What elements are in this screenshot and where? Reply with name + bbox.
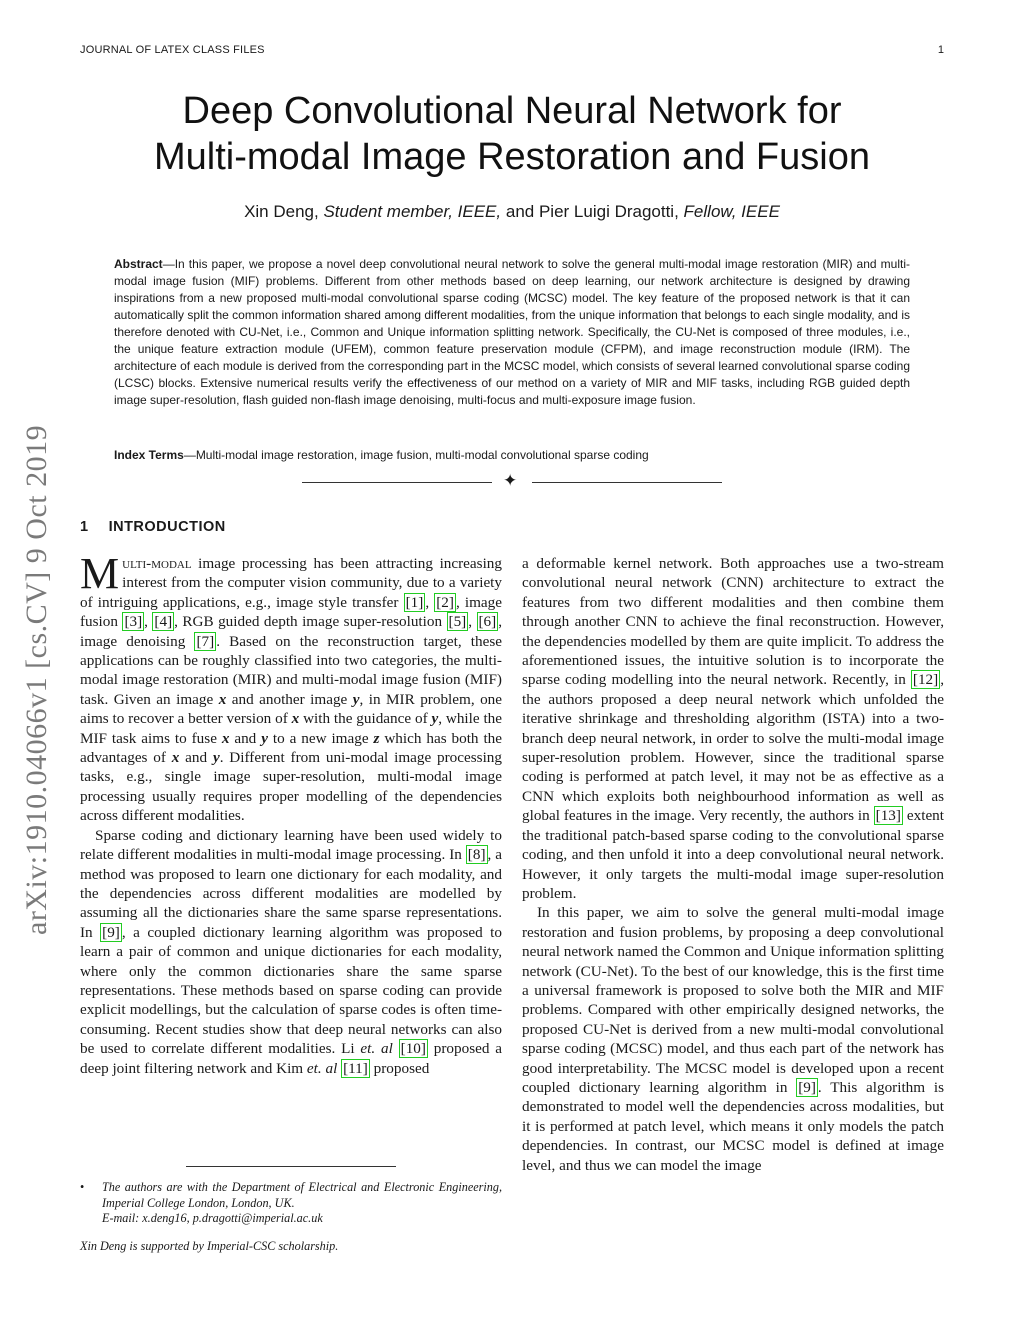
footnote bbox=[80, 1180, 502, 1254]
abstract-label: Abstract bbox=[114, 257, 163, 271]
abstract bbox=[114, 256, 910, 409]
separator-rule-right bbox=[532, 482, 722, 483]
section-number: 1 bbox=[80, 519, 89, 535]
arxiv-stamp: arXiv:1910.04066v1 [cs.CV] 9 Oct 2019 bbox=[20, 424, 53, 935]
title-line-1: Deep Convolutional Neural Network for bbox=[182, 90, 842, 132]
separator-diamond-icon: ✦ bbox=[503, 471, 518, 490]
author-1-name: Xin Deng, bbox=[244, 202, 319, 221]
right-column bbox=[522, 554, 944, 1175]
citation-link[interactable]: [7] bbox=[196, 632, 215, 650]
paper-title bbox=[60, 88, 964, 180]
author-1-role: Student member, IEEE, bbox=[323, 202, 502, 221]
section-heading bbox=[80, 519, 226, 535]
citation-link[interactable]: [9] bbox=[798, 1078, 816, 1096]
citation-link[interactable]: [8] bbox=[467, 846, 486, 864]
abstract-text: —In this paper, we propose a novel deep convolutional neural network to solve the general multi-modal image restoration (MIR) and multi-modal image fusion (MIF) problems. Different from other methods based on deep learning, our network architecture is designed by drawing inspirations from a new proposed multi-modal convolutional sparse coding (MCSC) model. The key feature of the proposed network is that it can automatically split the common information shared among different modalities, from the unique information that belongs to each single modality, and is therefore denoted with CU-Net, i.e., Common and Unique information splitting network. Specifically, the CU-Net is composed of three modules, i.e., the unique feature extraction module (UFEM), common feature preservation module (CFPM), and image reconstruction module (IRM). The architecture of each module is derived from the corresponding part in the MCSC model, which consists of several learned convolutional sparse coding (LCSC) blocks. Extensive numerical results verify the effectiveness of our method on a variety of MIR and MIF tasks, including RGB guided depth image super-resolution, flash guided non-flash image denoising, multi-focus and multi-exposure image fusion. bbox=[114, 257, 910, 407]
math-symbol: z bbox=[373, 729, 380, 747]
footnote-affiliation: The authors are with the Department of Electrical and Electronic Engineering, Imperial College London, London, UK. bbox=[102, 1180, 502, 1210]
math-symbol: x bbox=[221, 729, 230, 747]
citation-link[interactable]: [9] bbox=[102, 923, 120, 941]
running-head: JOURNAL OF LATEX CLASS FILES bbox=[80, 44, 265, 56]
citation-link[interactable]: [1] bbox=[405, 593, 424, 611]
author-connector: and bbox=[505, 202, 535, 221]
author-2-name: Pier Luigi Dragotti, bbox=[538, 202, 679, 221]
citation-link[interactable]: [12] bbox=[912, 671, 939, 689]
left-column bbox=[80, 549, 503, 1078]
math-symbol: x bbox=[171, 749, 180, 767]
intro-paragraph-3: a deformable kernel network. Both approaches use a two-stream convolutional neural network (CNN) architecture to extract the features from two different modalities and then combine them through another CNN to achieve the final reconstruction. However, the dependencies modelled by them are quite implicit. To address the aforementioned issues, the intuitive solution is to incorporate the sparse coding modelling into the neural network. Recently, in [12] , the authors proposed a deep neural network which unfolded the iterative shrinkage and thresholding algorithm (ISTA) into a two-branch deep neural network, in order to solve the multi-modal image super-resolution problem. However, since the traditional sparse coding is performed at patch level, it may not be as effective as a CNN which exploits both neighbourhood information as well as global features in the image. Very recently, the authors in [13] extent the traditional patch-based sparse coding to the convolutional sparse coding, and then unfold it into a deep convolutional neural network. However, it only targets the multi-modal image super-resolution problem. bbox=[522, 555, 944, 902]
footnote-support: Xin Deng is supported by Imperial-CSC scholarship. bbox=[80, 1238, 339, 1253]
citation-link[interactable]: [13] bbox=[875, 807, 901, 825]
math-symbol: y bbox=[431, 710, 439, 728]
footnote-bullet-icon: • bbox=[80, 1180, 85, 1194]
separator-rule-left bbox=[302, 482, 492, 483]
author-2-role: Fellow, IEEE bbox=[683, 202, 780, 221]
footnote-rule bbox=[186, 1166, 396, 1167]
citation-link[interactable]: [2] bbox=[436, 593, 454, 611]
title-line-2: Multi-modal Image Restoration and Fusion bbox=[153, 136, 870, 178]
index-terms-label: Index Terms bbox=[114, 448, 184, 462]
page-number: 1 bbox=[937, 44, 944, 56]
math-symbol: y bbox=[352, 690, 360, 708]
math-symbol: y bbox=[212, 749, 220, 767]
intro-paragraph-1: Multi-modal image processing has been attracting increasing interest from the computer vision community, due to a variety of intriguing applications, e.g., image style transfer [1] , [2] , image fusion [3] , [4] , RGB guided depth image super-resolution [5] , [6] , image denoising [7] . Based on the reconstruction target, these applications can be roughly classified into two categories, the multi-modal image restoration (MIR) and multi-modal image fusion (MIF) task. Given an image x and another image y, in MIR problem, one aims to recover a better version of x with the guidance of y, while the MIF task aims to fuse x and y to a new image z which has both the advantages of x and y. Different from uni-modal image processing tasks, e.g., single image super-resolution, multi-modal image processing usually requires proper modelling of the dependencies across different modalities. bbox=[80, 549, 503, 825]
intro-paragraph-4: In this paper, we aim to solve the general multi-modal image restoration and fusion problems, by proposing a deep convolutional neural network named the Common and Unique information splitting network (CU-Net). To the best of our knowledge, this is the first time a universal framework is proposed to solve both the MIR and MIF problems. Compared with other empirically designed networks, the proposed CU-Net is derived from a new multi-modal convolutional sparse coding (MCSC) model, and thus each part of the network has good interpretability. The MCSC model is developed upon a recent coupled dictionary learning algorithm in [9] . This algorithm is demonstrated to model well the dependencies across modalities, but it is performed at patch level, which means it only models the patch dependencies. In contrast, our MCSC model is defined at image level, and thus we can model the image bbox=[522, 904, 944, 1174]
citation-link[interactable]: [5] bbox=[448, 613, 467, 631]
citation-link[interactable]: [3] bbox=[124, 613, 143, 631]
author-line bbox=[60, 202, 964, 222]
math-symbol: x bbox=[218, 690, 227, 708]
citation-link[interactable]: [10] bbox=[400, 1040, 426, 1058]
citation-link[interactable]: [4] bbox=[154, 613, 173, 631]
math-symbol: y bbox=[261, 729, 268, 747]
index-terms bbox=[114, 447, 910, 464]
section-title: INTRODUCTION bbox=[108, 519, 226, 535]
index-terms-text: —Multi-modal image restoration, image fusion, multi-modal convolutional sparse coding bbox=[183, 448, 649, 462]
citation-link[interactable]: [6] bbox=[478, 613, 497, 631]
drop-cap: M bbox=[80, 549, 120, 598]
footnote-email: E-mail: x.deng16, p.dragotti@imperial.ac.uk bbox=[102, 1211, 323, 1225]
citation-link[interactable]: [11] bbox=[343, 1059, 368, 1077]
intro-paragraph-2: Sparse coding and dictionary learning have been used widely to relate different modalities in multi-modal image processing. In [8] , a method was proposed to learn one dictionary for each modality, and the dependencies across different modalities are modelled by assuming all the dictionaries share the same sparse representations. In [9] , a coupled dictionary learning algorithm was proposed to learn a pair of common and unique dictionaries for each modality, where only the common dictionaries share the same sparse representations. These methods based on sparse coding can provide explicit modellings, but the calculation of sparse codes is often time-consuming. Recent studies show that deep neural networks can also be used to correlate different modalities. Li et. al [10] proposed a deep joint filtering network and Kim et. al [11] proposed bbox=[80, 826, 503, 1077]
math-symbol: x bbox=[291, 710, 300, 728]
